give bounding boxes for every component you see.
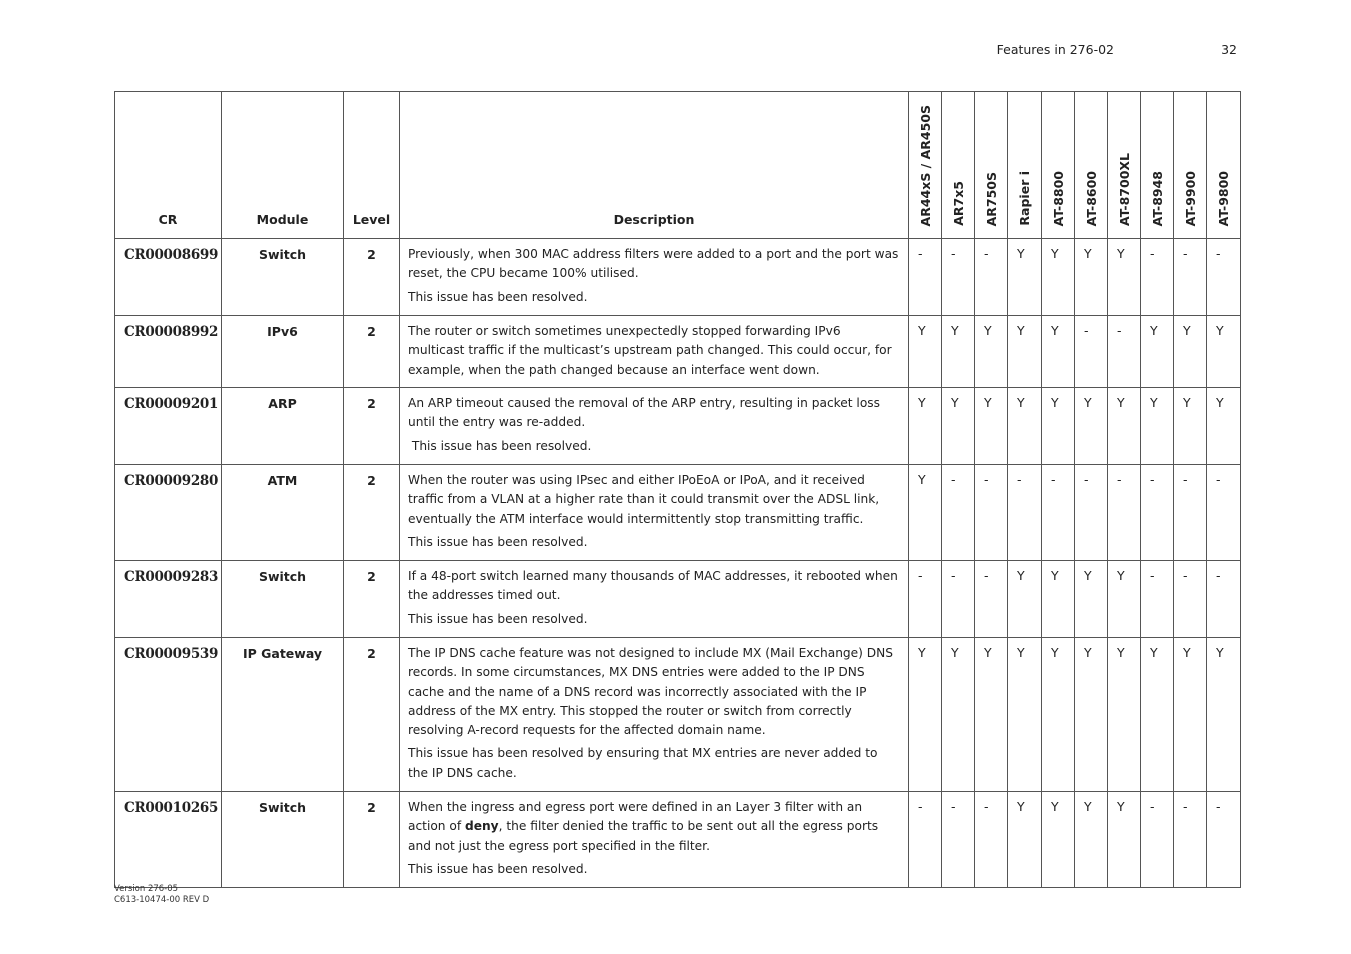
- description-cell: [400, 316, 909, 388]
- running-header-title: Features in 276-02: [996, 42, 1114, 57]
- description-cell: [400, 638, 909, 792]
- resolution-text: This issue has been resolved by ensuring that MX entries are never added to the IP DNS cache.: [408, 746, 878, 780]
- product-flag: -: [1207, 239, 1241, 316]
- col-header-product: [975, 92, 1008, 239]
- col-header-product: [1108, 92, 1141, 239]
- description-text: The router or switch sometimes unexpectedly stopped forwarding IPv6 multicast traffic if the multicast’s upstream path changed. This could occur, for example, when the path changed because an interface went down.: [408, 324, 892, 377]
- module-name: ATM: [222, 465, 344, 561]
- product-flag: Y: [942, 316, 975, 388]
- product-flag: -: [909, 792, 942, 888]
- col-header-level: Level: [344, 92, 400, 239]
- product-flag: Y: [909, 388, 942, 465]
- resolution-text: This issue has been resolved.: [408, 289, 588, 304]
- table-row: [115, 792, 1241, 888]
- description-cell: [400, 792, 909, 888]
- product-flag: Y: [1108, 561, 1141, 638]
- col-header-description: Description: [400, 92, 909, 239]
- product-flag: Y: [909, 465, 942, 561]
- product-flag: -: [1207, 792, 1241, 888]
- level-value: 2: [344, 638, 400, 792]
- product-label: AT-9900: [1182, 170, 1198, 226]
- level-value: 2: [344, 388, 400, 465]
- page-footer: [114, 884, 209, 906]
- cr-id: CR00009201: [115, 388, 222, 465]
- product-flag: Y: [1042, 316, 1075, 388]
- product-flag: Y: [1108, 792, 1141, 888]
- product-flag: -: [1141, 792, 1174, 888]
- description-text: Previously, when 300 MAC address filters were added to a port and the port was reset, the CPU became 100% utilised.: [408, 247, 899, 281]
- module-name: ARP: [222, 388, 344, 465]
- product-flag: Y: [1108, 239, 1141, 316]
- product-flag: Y: [1008, 388, 1042, 465]
- resolution-text: This issue has been resolved.: [408, 438, 592, 453]
- product-flag: -: [909, 239, 942, 316]
- product-label: Rapier i: [1017, 171, 1032, 226]
- resolution-text: This issue has been resolved.: [408, 611, 588, 626]
- module-name: IP Gateway: [222, 638, 344, 792]
- product-flag: Y: [1042, 638, 1075, 792]
- description-cell: [400, 465, 909, 561]
- product-flag: Y: [1075, 388, 1108, 465]
- product-flag: -: [1207, 561, 1241, 638]
- product-flag: Y: [942, 638, 975, 792]
- resolution-text: This issue has been resolved.: [408, 861, 588, 876]
- product-flag: -: [1075, 465, 1108, 561]
- description-text: [408, 798, 900, 856]
- product-flag: Y: [1174, 638, 1207, 792]
- cr-id: CR00010265: [115, 792, 222, 888]
- product-flag: Y: [1042, 792, 1075, 888]
- product-flag: -: [942, 239, 975, 316]
- module-name: IPv6: [222, 316, 344, 388]
- product-flag: Y: [1042, 561, 1075, 638]
- table-row: [115, 239, 1241, 316]
- cr-id: CR00009283: [115, 561, 222, 638]
- resolution-text: This issue has been resolved.: [408, 534, 588, 549]
- product-flag: -: [942, 561, 975, 638]
- product-label: AR750S: [983, 171, 999, 226]
- module-name: Switch: [222, 239, 344, 316]
- product-flag: -: [1174, 465, 1207, 561]
- product-flag: Y: [1042, 239, 1075, 316]
- page-number: 32: [1221, 42, 1237, 57]
- product-flag: -: [1042, 465, 1075, 561]
- description-text: When the router was using IPsec and either IPoEoA or IPoA, and it received traffic from a VLAN at a higher rate than it could transmit over the ADSL link, eventually the ATM interface would intermittently stop transmitting traffic.: [408, 473, 880, 526]
- product-label: AT-8948: [1149, 170, 1165, 226]
- product-flag: Y: [1075, 239, 1108, 316]
- product-flag: Y: [1108, 388, 1141, 465]
- product-flag: Y: [975, 388, 1008, 465]
- col-header-product: [942, 92, 975, 239]
- product-flag: Y: [975, 638, 1008, 792]
- product-flag: Y: [1207, 638, 1241, 792]
- col-header-product: [1042, 92, 1075, 239]
- module-name: Switch: [222, 792, 344, 888]
- product-flag: Y: [1174, 388, 1207, 465]
- product-flag: Y: [1174, 316, 1207, 388]
- product-flag: -: [909, 561, 942, 638]
- col-header-product: [1207, 92, 1241, 239]
- product-flag: -: [942, 465, 975, 561]
- product-flag: -: [1008, 465, 1042, 561]
- product-flag: -: [1108, 316, 1141, 388]
- product-flag: Y: [1008, 239, 1042, 316]
- table-row: [115, 561, 1241, 638]
- col-header-product: [1075, 92, 1108, 239]
- features-table: [114, 91, 1241, 888]
- product-label: AT-8600: [1083, 170, 1099, 226]
- product-flag: Y: [1075, 638, 1108, 792]
- product-flag: Y: [1075, 561, 1108, 638]
- col-header-product: [909, 92, 942, 239]
- product-flag: Y: [909, 316, 942, 388]
- product-label: AR44xS / AR450S: [917, 104, 933, 226]
- product-label: AT-9800: [1216, 170, 1231, 226]
- product-flag: Y: [909, 638, 942, 792]
- description-text: The IP DNS cache feature was not designed to include MX (Mail Exchange) DNS records. In some circumstances, MX DNS entries were added to the IP DNS cache and the name of a DNS record was incorrectly associated with the IP address of the MX entry. This stopped the router or switch from correctly resolving A-record requests for the affected domain name.: [408, 646, 894, 738]
- level-value: 2: [344, 465, 400, 561]
- description-text: If a 48-port switch learned many thousands of MAC addresses, it rebooted when the addresses timed out.: [408, 569, 898, 603]
- module-name: Switch: [222, 561, 344, 638]
- table-row: [115, 388, 1241, 465]
- description-cell: [400, 388, 909, 465]
- footer-docref: C613-10474-00 REV D: [114, 895, 210, 905]
- product-flag: -: [1141, 561, 1174, 638]
- product-flag: -: [975, 561, 1008, 638]
- level-value: 2: [344, 316, 400, 388]
- product-flag: Y: [1207, 388, 1241, 465]
- product-flag: Y: [1008, 792, 1042, 888]
- product-label: AT-8700XL: [1116, 153, 1132, 226]
- product-flag: -: [1141, 239, 1174, 316]
- col-header-product: [1174, 92, 1207, 239]
- product-flag: -: [975, 465, 1008, 561]
- col-header-product: [1008, 92, 1042, 239]
- table-row: [115, 316, 1241, 388]
- col-header-cr: CR: [115, 92, 222, 239]
- table-header-row: [115, 92, 1241, 239]
- level-value: 2: [344, 239, 400, 316]
- product-flag: -: [975, 792, 1008, 888]
- product-flag: Y: [1108, 638, 1141, 792]
- cr-id: CR00009280: [115, 465, 222, 561]
- table-row: [115, 638, 1241, 792]
- cr-id: CR00008992: [115, 316, 222, 388]
- col-header-module: Module: [222, 92, 344, 239]
- product-flag: Y: [1008, 316, 1042, 388]
- product-flag: Y: [1207, 316, 1241, 388]
- product-flag: -: [1174, 561, 1207, 638]
- level-value: 2: [344, 792, 400, 888]
- cr-id: CR00009539: [115, 638, 222, 792]
- product-flag: Y: [1075, 792, 1108, 888]
- product-flag: Y: [1042, 388, 1075, 465]
- product-flag: Y: [1141, 388, 1174, 465]
- product-label: AT-8800: [1050, 170, 1066, 226]
- product-flag: -: [1075, 316, 1108, 388]
- cr-id: CR00008699: [115, 239, 222, 316]
- product-flag: -: [1174, 239, 1207, 316]
- level-value: 2: [344, 561, 400, 638]
- product-flag: Y: [975, 316, 1008, 388]
- table-row: [115, 465, 1241, 561]
- product-flag: -: [975, 239, 1008, 316]
- product-flag: -: [1141, 465, 1174, 561]
- description-text: An ARP timeout caused the removal of the ARP entry, resulting in packet loss until the entry was re-added.: [408, 396, 880, 430]
- product-flag: Y: [942, 388, 975, 465]
- product-flag: Y: [1008, 638, 1042, 792]
- description-text-end: , the filter denied the traffic to be sent out all the egress ports and not just the egress port specified in the filter.: [408, 819, 879, 853]
- product-flag: -: [1207, 465, 1241, 561]
- description-keyword: deny: [465, 819, 499, 834]
- product-flag: -: [942, 792, 975, 888]
- description-cell: [400, 239, 909, 316]
- footer-version: Version 276-05: [114, 884, 179, 894]
- product-flag: Y: [1008, 561, 1042, 638]
- product-flag: -: [1174, 792, 1207, 888]
- product-label: AR7x5: [950, 181, 966, 226]
- product-flag: Y: [1141, 638, 1174, 792]
- description-text-start: When the ingress and egress port were defined in an Layer 3 filter with an action of: [408, 800, 863, 834]
- col-header-product: [1141, 92, 1174, 239]
- product-flag: -: [1108, 465, 1141, 561]
- description-cell: [400, 561, 909, 638]
- product-flag: Y: [1141, 316, 1174, 388]
